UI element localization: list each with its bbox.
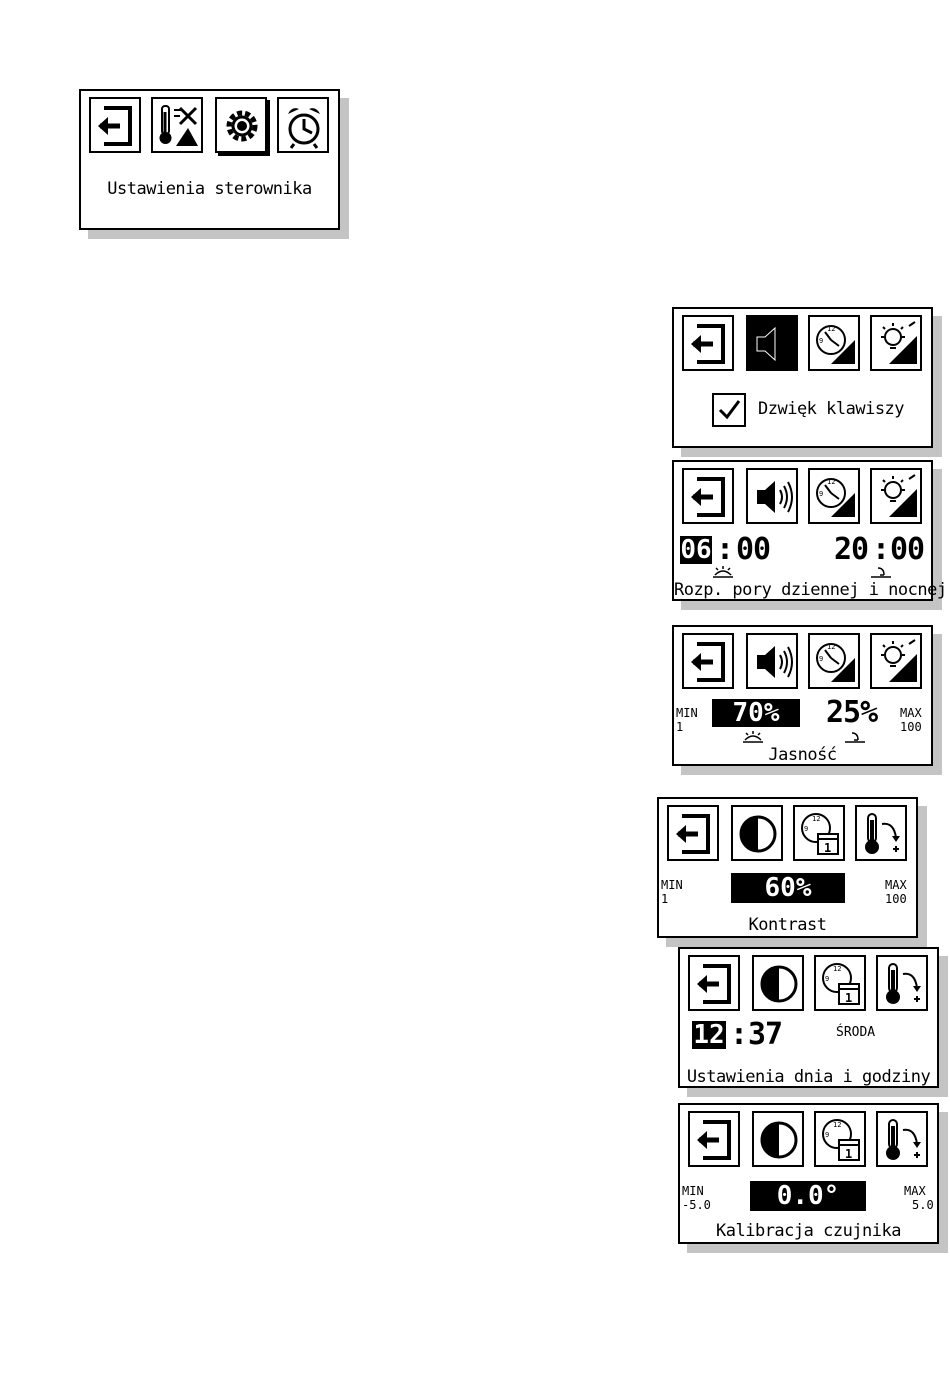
day-night-label: Rozp. pory dziennej i nocnej (674, 580, 947, 600)
contrast-icon[interactable] (752, 1111, 804, 1167)
contrast-icon[interactable] (752, 955, 804, 1011)
sun-icon (742, 731, 764, 743)
day-brightness-field[interactable]: 70% (712, 699, 800, 727)
brightness-icon[interactable] (870, 468, 922, 524)
max-label: MAX (900, 706, 922, 720)
hour-field[interactable]: 12 (693, 1020, 725, 1050)
max-value: 100 (885, 892, 907, 906)
night-time-separator: : (872, 532, 890, 567)
calibration-value-field[interactable]: 0.0° (750, 1181, 866, 1211)
brightness-label: Jasność (768, 745, 837, 765)
brightness-icon[interactable] (870, 315, 922, 371)
sensor-calibration-icon[interactable] (876, 1111, 928, 1167)
night-minute-field[interactable]: 00 (890, 532, 925, 567)
exit-icon[interactable] (89, 97, 141, 153)
max-value: 100 (900, 720, 922, 734)
calendar-clock-icon[interactable] (814, 1111, 866, 1167)
exit-icon[interactable] (682, 468, 734, 524)
day-night-time-screen (672, 460, 947, 601)
speaker-icon[interactable] (746, 633, 798, 689)
contrast-label: Kontrast (748, 915, 827, 935)
max-label: MAX (885, 878, 907, 892)
speaker-icon[interactable] (746, 468, 798, 524)
sensor-calibration-screen (678, 1103, 939, 1244)
speaker-icon[interactable] (746, 315, 798, 371)
calendar-clock-icon[interactable] (793, 805, 845, 861)
calibration-label: Kalibracja czujnika (716, 1221, 901, 1241)
brightness-icon[interactable] (870, 633, 922, 689)
min-value: 1 (676, 720, 684, 734)
day-time-separator: : (716, 532, 734, 567)
night-brightness-field[interactable]: 25% (826, 695, 878, 730)
day-night-clock-icon[interactable] (808, 315, 860, 371)
day-night-clock-icon[interactable] (808, 633, 860, 689)
max-label: MAX (904, 1184, 926, 1198)
calendar-clock-icon[interactable] (814, 955, 866, 1011)
sensor-calibration-icon[interactable] (876, 955, 928, 1011)
day-hour-field[interactable]: 06 (680, 535, 712, 565)
exit-icon[interactable] (682, 315, 734, 371)
day-minute-field[interactable]: 00 (736, 532, 771, 567)
alarm-clock-icon[interactable] (277, 97, 329, 153)
sensor-calibration-icon[interactable] (855, 805, 907, 861)
date-time-screen (678, 947, 939, 1088)
exit-icon[interactable] (688, 1111, 740, 1167)
exit-icon[interactable] (667, 805, 719, 861)
menu-label: Ustawienia sterownika (107, 179, 312, 199)
key-sound-label: Dzwięk klawiszy (758, 399, 905, 419)
moon-icon (844, 731, 866, 743)
min-value: 1 (661, 892, 669, 906)
day-night-clock-icon[interactable] (808, 468, 860, 524)
contrast-icon[interactable] (731, 805, 783, 861)
min-label: MIN (682, 1184, 704, 1198)
time-separator: : (730, 1017, 748, 1052)
controller-settings-menu-screen (79, 89, 340, 230)
gear-icon[interactable] (215, 97, 267, 153)
min-label: MIN (661, 878, 683, 892)
minute-field[interactable]: 37 (748, 1017, 783, 1052)
brightness-screen (672, 625, 933, 766)
date-time-label: Ustawienia dnia i godziny (686, 1067, 931, 1087)
contrast-value-field[interactable]: 60% (731, 873, 845, 903)
key-sound-screen (672, 307, 933, 448)
min-value: -5.0 (682, 1198, 711, 1212)
exit-icon[interactable] (688, 955, 740, 1011)
sun-icon (712, 566, 734, 578)
weekday-field[interactable]: ŚRODA (836, 1025, 876, 1040)
contrast-screen (657, 797, 918, 938)
thermostat-settings-icon[interactable] (151, 97, 203, 153)
exit-icon[interactable] (682, 633, 734, 689)
key-sound-checkbox[interactable] (712, 393, 746, 427)
moon-icon (870, 566, 892, 578)
max-value: 5.0 (912, 1198, 934, 1212)
night-hour-field[interactable]: 20 (834, 532, 869, 567)
min-label: MIN (676, 706, 698, 720)
